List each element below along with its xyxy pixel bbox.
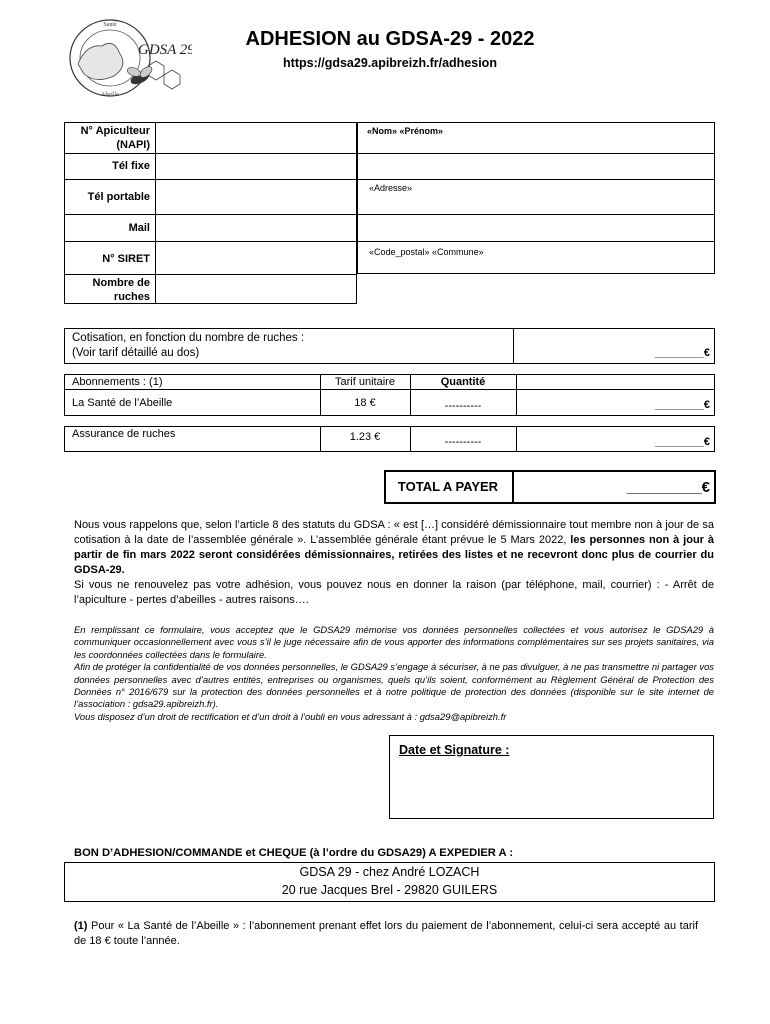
logo-ring-bottom: Abeille <box>101 92 119 98</box>
total-amount[interactable]: _________€ <box>626 479 710 496</box>
tarif-header: Tarif unitaire <box>335 376 395 388</box>
assurance-tarif: 1.23 € <box>349 431 381 443</box>
assurance-label: Assurance de ruches <box>72 428 176 440</box>
footnote <box>74 919 698 949</box>
statuts-notice-bold: les personnes non à jour à partir de fin mars 2022 seront considérées démissionnaires, retirées des listes et ne recevront donc plus de courrier du GDSA-29. <box>74 534 714 576</box>
identity-column-divider <box>155 122 156 304</box>
rgpd-rights: Vous disposez d’un droit de rectification et d’un droit à l’oubli en vous adressant à : gdsa29@apibreizh.fr <box>74 710 507 722</box>
row-divider <box>64 241 357 242</box>
shipping-line1: GDSA 29 - chez André LOZACH <box>299 865 480 879</box>
address-divider <box>357 214 715 215</box>
nb-ruches-input[interactable] <box>157 276 355 303</box>
siret-input[interactable] <box>157 243 355 273</box>
napi-input[interactable] <box>157 124 355 152</box>
address-divider <box>357 241 715 242</box>
sante-abeille-tarif: 18 € <box>354 397 376 409</box>
abonnements-header-text: Abonnements : (1) <box>72 376 163 388</box>
cotisation-line2: (Voir tarif détaillé au dos) <box>72 347 200 359</box>
tel-portable-input[interactable] <box>157 181 355 213</box>
assurance-quantite[interactable]: ---------- <box>444 436 482 448</box>
cotisation-divider <box>513 328 514 364</box>
signature-label: Date et Signature : <box>399 743 510 757</box>
tel-portable-label: Tél portable <box>87 191 150 203</box>
logo-ring-top: Santé <box>103 22 117 28</box>
adresse-field[interactable]: «Adresse» <box>369 183 413 193</box>
cotisation-line1: Cotisation, en fonction du nombre de ruches : <box>72 332 305 344</box>
total-label: TOTAL A PAYER <box>397 479 499 494</box>
abonnements-divider <box>64 389 715 390</box>
tel-fixe-label: Tél fixe <box>112 160 150 172</box>
address-divider <box>357 179 715 180</box>
row-divider <box>64 274 357 275</box>
non-renewal-notice: Si vous ne renouvelez pas votre adhésion, vous pouvez nous en donner la raison (par téléphone, mail, courrier) : - Arrêt de l’apiculture - pertes d’abeilles - autres raisons…. <box>74 579 714 606</box>
row-divider <box>64 179 357 180</box>
mail-label: Mail <box>128 222 150 234</box>
col-divider <box>516 426 517 452</box>
nom-prenom-field[interactable]: «Nom» «Prénom» <box>367 126 444 136</box>
row-divider <box>64 153 357 154</box>
sante-abeille-amount[interactable]: ________€ <box>654 399 710 411</box>
abonnements-header <box>72 376 163 388</box>
tel-fixe-input[interactable] <box>157 155 355 178</box>
logo-text: GDSA 29 <box>138 42 192 58</box>
rgpd-consent: En remplissant ce formulaire, vous acceptez que le GDSA29 mémorise vos données personnelles collectées et vous autorisez le GDSA29 à communiquer occasionnellement avec vous s’il le juge nécessaire afin de vous apporter des informations complémentaires sur ses projets sanitaires, via les coordonnées collectées dans le formulaire. <box>74 624 714 660</box>
cp-commune-field[interactable]: «Code_postal» «Commune» <box>369 247 484 257</box>
assurance-amount[interactable]: ________€ <box>654 436 710 448</box>
mail-input[interactable] <box>157 216 355 240</box>
shipping-heading: BON D’ADHESION/COMMANDE et CHEQUE (à l’ordre du GDSA29) A EXPEDIER A : <box>74 847 514 859</box>
footnote-marker: (1) <box>74 920 88 932</box>
address-divider <box>357 153 715 154</box>
adhesion-url[interactable]: https://gdsa29.apibreizh.fr/adhesion <box>283 56 497 70</box>
rgpd-block <box>74 624 714 723</box>
col-divider <box>516 374 517 416</box>
total-divider <box>512 470 514 504</box>
quantite-header: Quantité <box>440 376 486 388</box>
sante-abeille-quantite[interactable]: ---------- <box>444 400 482 412</box>
nb-ruches-label: Nombre de ruches <box>92 277 150 303</box>
siret-label: N° SIRET <box>102 253 150 265</box>
rgpd-protection: Afin de protéger la confidentialité de vos données personnelles, le GDSA29 s’engage à sécuriser, à ne pas divulguer, à ne pas transmettre ni partager vos données personnelles avec d’autres entités, entreprises ou organismes, quels qu’ils soient, conformément au Règlement Général de Protection des Données n° 2016/679 sur la protection des données personnelles et à notre politique de protection des données (disponible sur le site internet de l’association : gdsa29.apibreizh.fr). <box>74 661 714 710</box>
statuts-notice-text: Nous vous rappelons que, selon l’article 8 des statuts du GDSA : « est […] considéré démissionnaire tout membre non à jour de sa cotisation à la date de l’assemblée générale ». L’assemblée générale étant prévue le 5 Mars 2022, <box>74 519 714 546</box>
cotisation-amount[interactable]: ________€ <box>654 347 710 359</box>
footnote-text: Pour « La Santé de l’Abeille » : l’abonnement prenant effet lors du paiement de l’abonnement, celui-ci sera accepté au tarif de 18 € toute l’année. <box>74 920 698 947</box>
shipping-line2: 20 rue Jacques Brel - 29820 GUILERS <box>281 883 498 897</box>
statuts-notice <box>74 518 714 578</box>
gdsa-logo <box>64 14 192 102</box>
row-divider <box>64 214 357 215</box>
sante-abeille-label: La Santé de l’Abeille <box>72 397 173 409</box>
page-title: ADHESION au GDSA-29 - 2022 <box>245 28 535 50</box>
napi-label: N° Apiculteur (NAPI) <box>80 125 150 151</box>
